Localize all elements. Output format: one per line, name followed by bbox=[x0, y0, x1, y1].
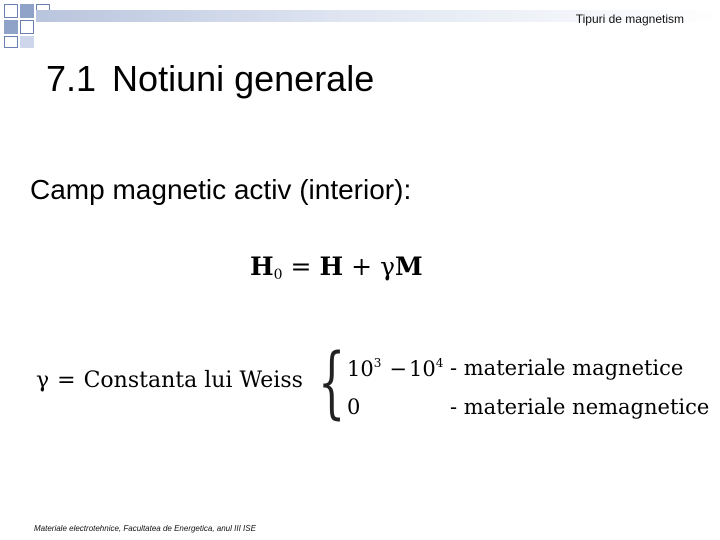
equation-h0 bbox=[250, 252, 423, 283]
eq-equals-sign: = bbox=[290, 252, 312, 281]
section-title: Notiuni generale bbox=[112, 58, 375, 99]
eq-weiss-rhs: Constanta lui Weiss bbox=[83, 368, 303, 393]
case-exponent: 4 bbox=[435, 356, 444, 370]
decorative-square bbox=[4, 20, 18, 34]
case-value-magnetic bbox=[347, 356, 443, 381]
case-base: 10 bbox=[347, 357, 374, 381]
header-title: Tipuri de magnetism bbox=[575, 12, 684, 26]
decorative-square bbox=[20, 36, 34, 48]
decorative-square bbox=[20, 4, 34, 18]
case-dash: − bbox=[389, 357, 407, 381]
eq-h0-lhs: H bbox=[250, 252, 274, 281]
eq-m-term: M bbox=[395, 252, 423, 281]
decorative-square bbox=[4, 4, 18, 18]
decorative-square bbox=[20, 20, 34, 34]
eq-h-term: H bbox=[319, 252, 344, 281]
eq-plus-sign: + bbox=[351, 252, 373, 281]
case-exponent: 3 bbox=[373, 356, 382, 370]
eq-h0-subscript: 0 bbox=[273, 267, 283, 283]
slide-title bbox=[46, 58, 374, 100]
slide-subtitle: Camp magnetic activ (interior): bbox=[30, 174, 412, 205]
case-desc-nonmagnetic: - materiale nemagnetice bbox=[450, 395, 710, 419]
eq-weiss-gamma: γ bbox=[36, 368, 50, 393]
eq-gamma: γ bbox=[380, 252, 396, 281]
case-base: 10 bbox=[408, 357, 436, 381]
footer-text: Materiale electrotehnice, Facultatea de Energetica, anul III ISE bbox=[34, 524, 256, 533]
case-desc-magnetic: - materiale magnetice bbox=[450, 356, 684, 380]
decorative-square bbox=[4, 36, 18, 48]
eq-weiss-equals: = bbox=[57, 368, 76, 393]
section-number: 7.1 bbox=[46, 58, 97, 99]
equation-weiss bbox=[36, 368, 303, 393]
cases-brace: { bbox=[318, 338, 346, 428]
case-value-nonmagnetic: 0 bbox=[347, 395, 361, 419]
